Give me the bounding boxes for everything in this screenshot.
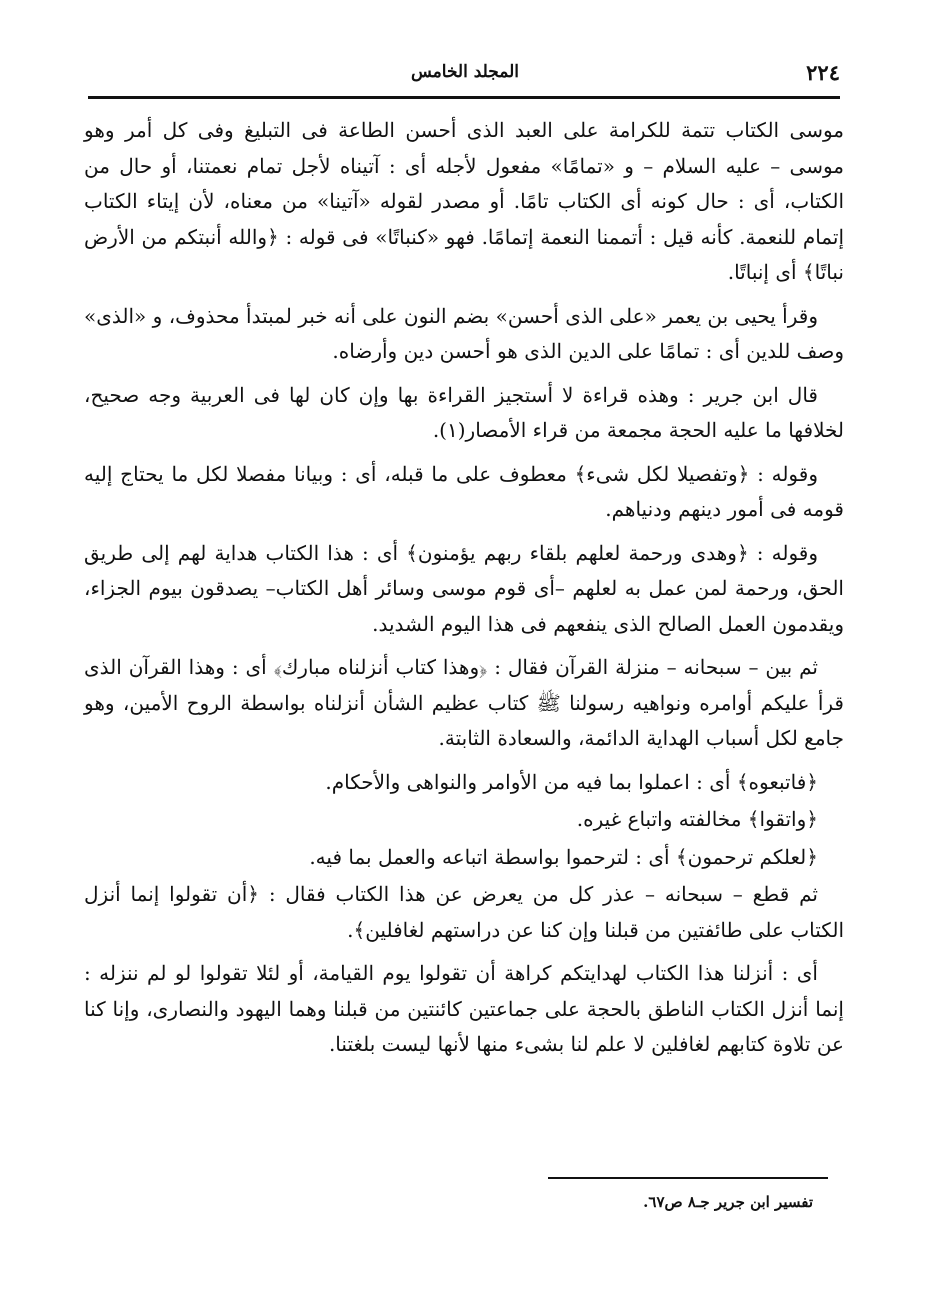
- paragraph: ثم قطع – سبحانه – عذر كل من يعرض عن هذا الكتاب فقال : ﴿أن تقولوا إنما أنزل الكتاب على طائفتين من قبلنا وإن كنا عن دراستهم لغافلين﴾.: [84, 882, 844, 942]
- paragraph: قال ابن جرير : وهذه قراءة لا أستجيز القراءة بها وإن كان لها فى العربية وجه صحيح، لخلافها ما عليه الحجة مجمعة من قراء الأمصار(١).: [84, 382, 844, 442]
- footnote-divider: [548, 1177, 828, 1179]
- volume-title: المجلد الخامس: [410, 62, 519, 82]
- header-divider: [88, 96, 840, 99]
- page-header: [90, 58, 840, 88]
- footnote: تفسير ابن جرير جـ٨ ص٦٧.: [643, 1193, 813, 1211]
- page-number: ٢٢٤: [806, 60, 840, 85]
- page-body: [84, 113, 844, 1071]
- paragraph: وقوله : ﴿وهدى ورحمة لعلهم بلقاء ربهم يؤمنون﴾ أى : هذا الكتاب هداية لهم إلى طريق الحق، ورحمة لمن عمل به لعلهم –أى قوم موسى وسائر أهل الكتاب– يصدقون بيوم الجزاء، ويقدمون العمل الصالح الذى ينفعهم فى هذا اليوم الشديد.: [84, 540, 844, 636]
- paragraph: ﴿فاتبعوه﴾ أى : اعملوا بما فيه من الأوامر والنواهى والأحكام.: [325, 769, 818, 794]
- paragraph: وقوله : ﴿وتفصيلا لكل شىء﴾ معطوف على ما قبله، أى : وبيانا مفصلا لكل ما يحتاج إليه قومه فى أمور دينهم ودنياهم.: [84, 461, 844, 521]
- paragraph: ﴿واتقوا﴾ مخالفته واتباع غيره.: [576, 807, 818, 831]
- paragraph: ﴿لعلكم ترحمون﴾ أى : لترحموا بواسطة اتباعه والعمل بما فيه.: [309, 844, 818, 869]
- paragraph: وقرأ يحيى بن يعمر «على الذى أحسن» بضم النون على أنه خبر لمبتدأ محذوف، و «الذى» وصف للدين أى : تمامًا على الدين الذى هو أحسن دين وأرضاه.: [84, 303, 844, 363]
- paragraph: أى : أنزلنا هذا الكتاب لهدايتكم كراهة أن تقولوا يوم القيامة، أو لئلا تقولوا لو لم ننزله : إنما أنزل الكتاب الناطق بالحجة على جماعتين كائنتين من قبلنا وهما اليهود والنصارى، وإنا كنا عن تلاوة كتابهم لغافلين لا علم لنا بشىء منها لأنها ليست بلغتنا.: [84, 961, 844, 1056]
- paragraph: ثم بين – سبحانه – منزلة القرآن فقال : ﴿وهذا كتاب أنزلناه مبارك﴾ أى : وهذا القرآن الذى قرأ عليكم أوامره ونواهيه رسولنا ﷺ كتاب عظيم الشأن أنزلناه بواسطة الروح الأمين، وهو جامع لكل أسباب الهداية الدائمة، والسعادة الثابتة.: [84, 655, 844, 750]
- paragraph: موسى الكتاب تتمة للكرامة على العبد الذى أحسن الطاعة فى التبليغ وفى كل أمر وهو موسى – عليه السلام – و «تمامًا» مفعول لأجله أى : آتيناه لأجل تمام نعمتنا، أو حال من الكتاب، أى : حال كونه أى الكتاب تامًا. أو مصدر لقوله «آتينا» من معناه، لأن إيتاء الكتاب إتمام للنعمة. كأنه قيل : أتممنا النعمة إتمامًا. فهو «كنباتًا» فى قوله : ﴿والله أنبتكم من الأرض نباتًا﴾ أى إنباتًا.: [84, 118, 844, 284]
